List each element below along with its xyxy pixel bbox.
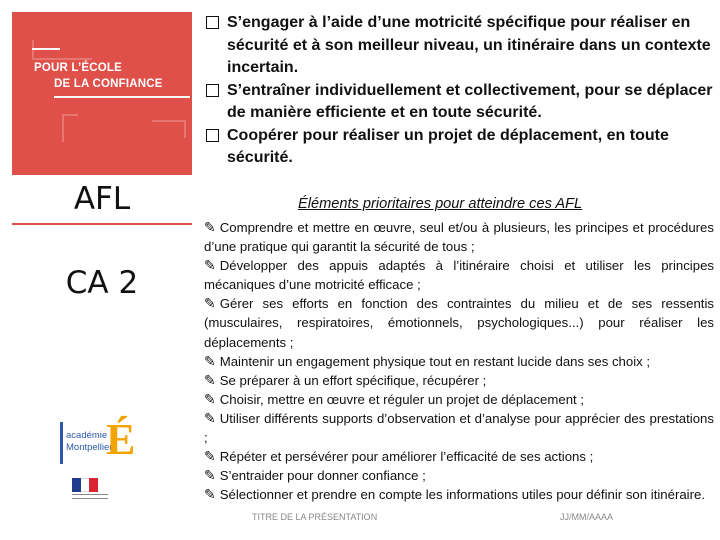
- list-item: [204, 466, 714, 485]
- decorative-bracket: [62, 114, 78, 142]
- pen-icon: ✎: [204, 219, 216, 235]
- pen-icon: ✎: [204, 371, 216, 388]
- objective-item: [204, 80, 716, 125]
- list-item-text: Comprendre et mettre en œuvre, seul et/ou à plusieurs, les principes et procédures d’une pratique qui garantit la sécurité de tous ;: [204, 220, 714, 255]
- list-item-text: Gérer ses efforts en fonction des contraintes du milieu et de ses ressentis (musculaires, respiratoires, émotionnels, psychologiques...) pour réaliser les déplacements ;: [204, 296, 714, 350]
- pen-icon: ✎: [204, 295, 216, 312]
- pen-icon: ✎: [204, 448, 216, 465]
- academy-e-mark: É: [106, 415, 136, 464]
- left-panel: [0, 0, 192, 540]
- objective-item: [204, 12, 716, 80]
- republic-text-mark: [72, 494, 108, 499]
- french-flag-icon: [72, 478, 98, 492]
- list-item-text: Développer des appuis adaptés à l’itinéraire choisi et utiliser les principes mécaniques d’une motricité efficace ;: [204, 258, 714, 293]
- pen-icon: ✎: [204, 257, 216, 274]
- list-item: [204, 447, 714, 466]
- list-item-text: S’entraider pour donner confiance ;: [219, 468, 426, 484]
- checkbox-icon: [206, 129, 219, 142]
- footer-date: JJ/MM/AAAA: [560, 512, 614, 522]
- list-item: [204, 371, 714, 390]
- list-item-text: Utiliser différents supports d’observation et d’analyse pour apprécier des prestations ;: [204, 410, 714, 446]
- academy-logo-stripe: [60, 422, 63, 464]
- objective-text: S’engager à l’aide d’une motricité spécifique pour réaliser en sécurité et à son meilleur niveau, un itinéraire dans un contexte incertain.: [227, 14, 711, 76]
- title-bracket: [32, 48, 60, 50]
- list-item-text: Se préparer à un effort spécifique, récupérer ;: [219, 372, 487, 388]
- checkbox-icon: [206, 16, 219, 29]
- footer-presentation-title: TITRE DE LA PRÉSENTATION: [252, 512, 378, 522]
- list-item: [204, 294, 714, 351]
- cycle-label: CA 2: [65, 265, 139, 301]
- pen-icon: ✎: [204, 390, 216, 407]
- checkbox-icon: [206, 84, 219, 97]
- pen-icon: ✎: [204, 486, 216, 503]
- list-item-text: Choisir, mettre en œuvre et réguler un projet de déplacement ;: [219, 391, 585, 407]
- academy-name: académie: [66, 430, 108, 441]
- title-underline: [54, 96, 190, 98]
- priority-elements-list: [204, 218, 714, 504]
- academy-logo: [60, 415, 136, 468]
- school-title-line2: DE LA CONFIANCE: [54, 78, 163, 90]
- list-item: [204, 390, 714, 409]
- pen-icon: ✎: [204, 467, 216, 484]
- list-item-text: Répéter et persévérer pour améliorer l’efficacité de ses actions ;: [219, 449, 594, 465]
- decorative-bracket: [32, 40, 92, 60]
- republic-logo: [72, 478, 108, 504]
- list-item-text: Maintenir un engagement physique tout en restant lucide dans ses choix ;: [219, 353, 651, 369]
- objectives-list: [204, 12, 716, 170]
- pen-icon: ✎: [204, 409, 216, 426]
- activity-label: AFL: [12, 175, 192, 223]
- objective-item: [204, 125, 716, 170]
- list-item: [204, 485, 714, 504]
- objective-text: S’entraîner individuellement et collectivement, pour se déplacer de manière efficiente et en toute sécurité.: [227, 81, 713, 121]
- elements-title: Éléments prioritaires pour atteindre ces AFL: [298, 196, 583, 212]
- pen-icon: ✎: [204, 352, 216, 369]
- list-item: [204, 218, 714, 256]
- list-item-text: Sélectionner et prendre en compte les informations utiles pour définir son itinéraire.: [219, 487, 705, 503]
- school-title: [34, 60, 163, 92]
- list-item: [204, 352, 714, 371]
- list-item: [204, 409, 714, 447]
- school-title-line1: POUR L’ÉCOLE: [34, 62, 123, 74]
- objective-text: Coopérer pour réaliser un projet de déplacement, en toute sécurité.: [227, 126, 669, 166]
- academy-city: Montpellier: [66, 442, 113, 453]
- decorative-bracket: [152, 120, 186, 138]
- list-item: [204, 256, 714, 294]
